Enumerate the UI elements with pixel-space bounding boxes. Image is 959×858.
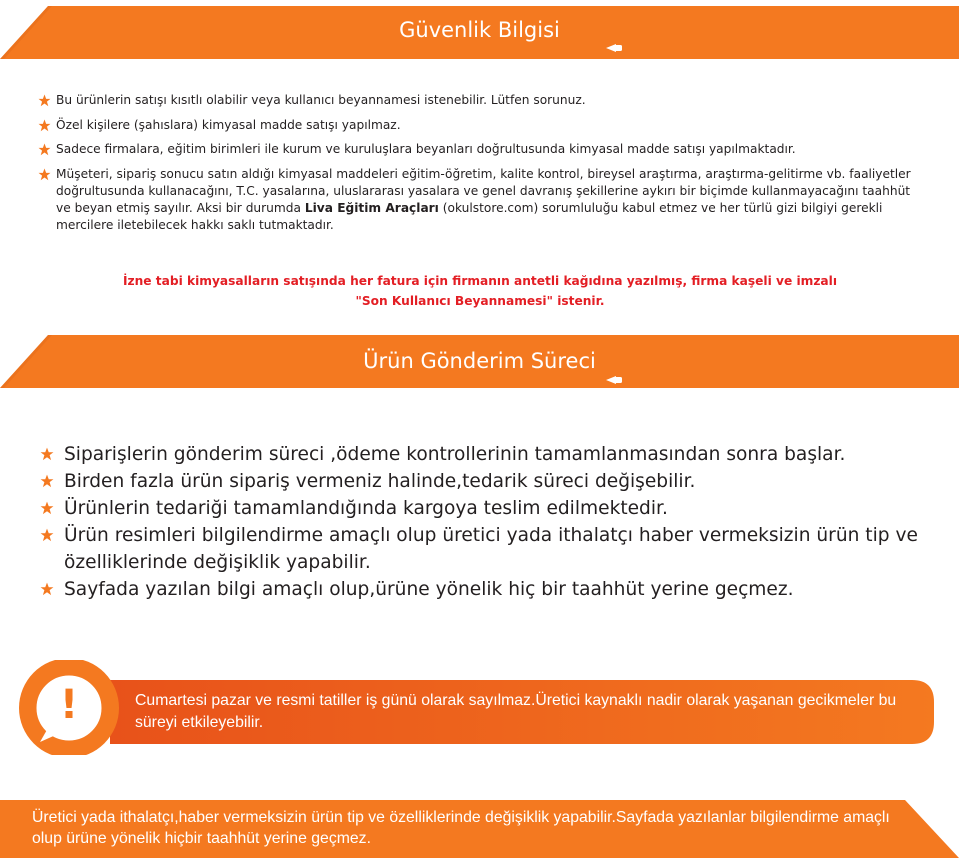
star-icon (40, 501, 54, 515)
shipping-item-5: Sayfada yazılan bilgi amaçlı olup,ürüne yönelik hiç bir taahhüt yerine geçmez. (64, 579, 794, 600)
safety-item-1: Bu ürünlerin satışı kısıtlı olabilir veya kullanıcı beyannamesi istenebilir. Lütfen sorunuz. (56, 93, 586, 107)
star-icon (38, 94, 51, 107)
list-item (40, 495, 945, 522)
list-item (38, 92, 918, 109)
safety-item-2: Özel kişilere (şahıslara) kimyasal madde satışı yapılmaz. (56, 117, 401, 132)
shipping-item-3: Ürünlerin tedariği tamamlandığında kargoya teslim edilmektedir. (64, 498, 668, 519)
list-item (40, 468, 945, 495)
shipping-banner (0, 335, 959, 388)
warning-text: Cumartesi pazar ve resmi tatiller iş günü olarak sayılmaz.Üretici kaynaklı nadir olarak yaşanan gecikmeler bu süreyi etkileyebilir. (135, 692, 897, 731)
safety-banner (0, 6, 959, 59)
shipping-title: Ürün Gönderim Süreci (363, 349, 596, 373)
shipping-item-1: Siparişlerin gönderim süreci ,ödeme kontrollerinin tamamlanmasından sonra başlar. (64, 444, 846, 465)
star-icon (40, 582, 54, 596)
shipping-item-4: Ürün resimleri bilgilendirme amaçlı olup üretici yada ithalatçı haber vermeksizin ürün tip ve özelliklerinde değişiklik yapabilir. (64, 525, 918, 573)
star-icon (38, 168, 51, 181)
safety-item-4: Müşeteri, sipariş sonucu satın aldığı kimyasal maddeleri eğitim-öğretim, kalite kontrol, bireysel araştırma, araştırma-gelitirme vb. faaliyetler doğrultusunda kullanacağını, T.C. yasalarına, uluslararası yasalara ve genel davranış şekillerine aykırı bir biçimde kullanmayacağını taahhüt ve beyan etmiş sayılır. Aksi bir durumda Liva Eğitim Araçları (okulstore.com) sorumluluğu kabul etmez ve her türlü gizi bilgiyi gerekli mercilere iletebilecek hakkı saklı tutmaktadır. (56, 166, 911, 232)
exclamation-icon: ! (59, 682, 79, 728)
star-icon (40, 474, 54, 488)
shipping-list (40, 441, 945, 603)
star-icon (38, 119, 51, 132)
list-item (40, 441, 945, 468)
list-item (38, 117, 918, 134)
company-name: Liva Eğitim Araçları (304, 200, 439, 215)
footer-text: Üretici yada ithalatçı,haber vermeksizin ürün tip ve özelliklerinde değişiklik yapabilir.Sayfada yazılanlar bilgilendirme amaçlı olup ürüne yönelik hiçbir taahhüt yerine geçmez. (32, 809, 890, 847)
permit-notice (40, 271, 920, 311)
shipping-item-2: Birden fazla ürün sipariş vermeniz halinde,tedarik süreci değişebilir. (64, 471, 696, 492)
star-icon (38, 143, 51, 156)
star-icon (40, 447, 54, 461)
notice-line-1: İzne tabi kimyasalların satışında her fatura için firmanın antetli kağıdına yazılmış, firma kaşeli ve imzalı (122, 274, 838, 288)
safety-title: Güvenlik Bilgisi (399, 18, 560, 42)
list-item (40, 522, 945, 576)
safety-list (38, 92, 918, 241)
safety-item-3: Sadece firmalara, eğitim birimleri ile kurum ve kuruluşlara beyanları doğrultusunda kimyasal madde satışı yapılmaktadır. (56, 142, 796, 156)
list-item (38, 141, 918, 158)
star-icon (40, 528, 54, 542)
notice-line-2: "Son Kullanıcı Beyannamesi" istenir. (355, 294, 605, 308)
list-item (40, 576, 945, 603)
list-item (38, 166, 918, 234)
